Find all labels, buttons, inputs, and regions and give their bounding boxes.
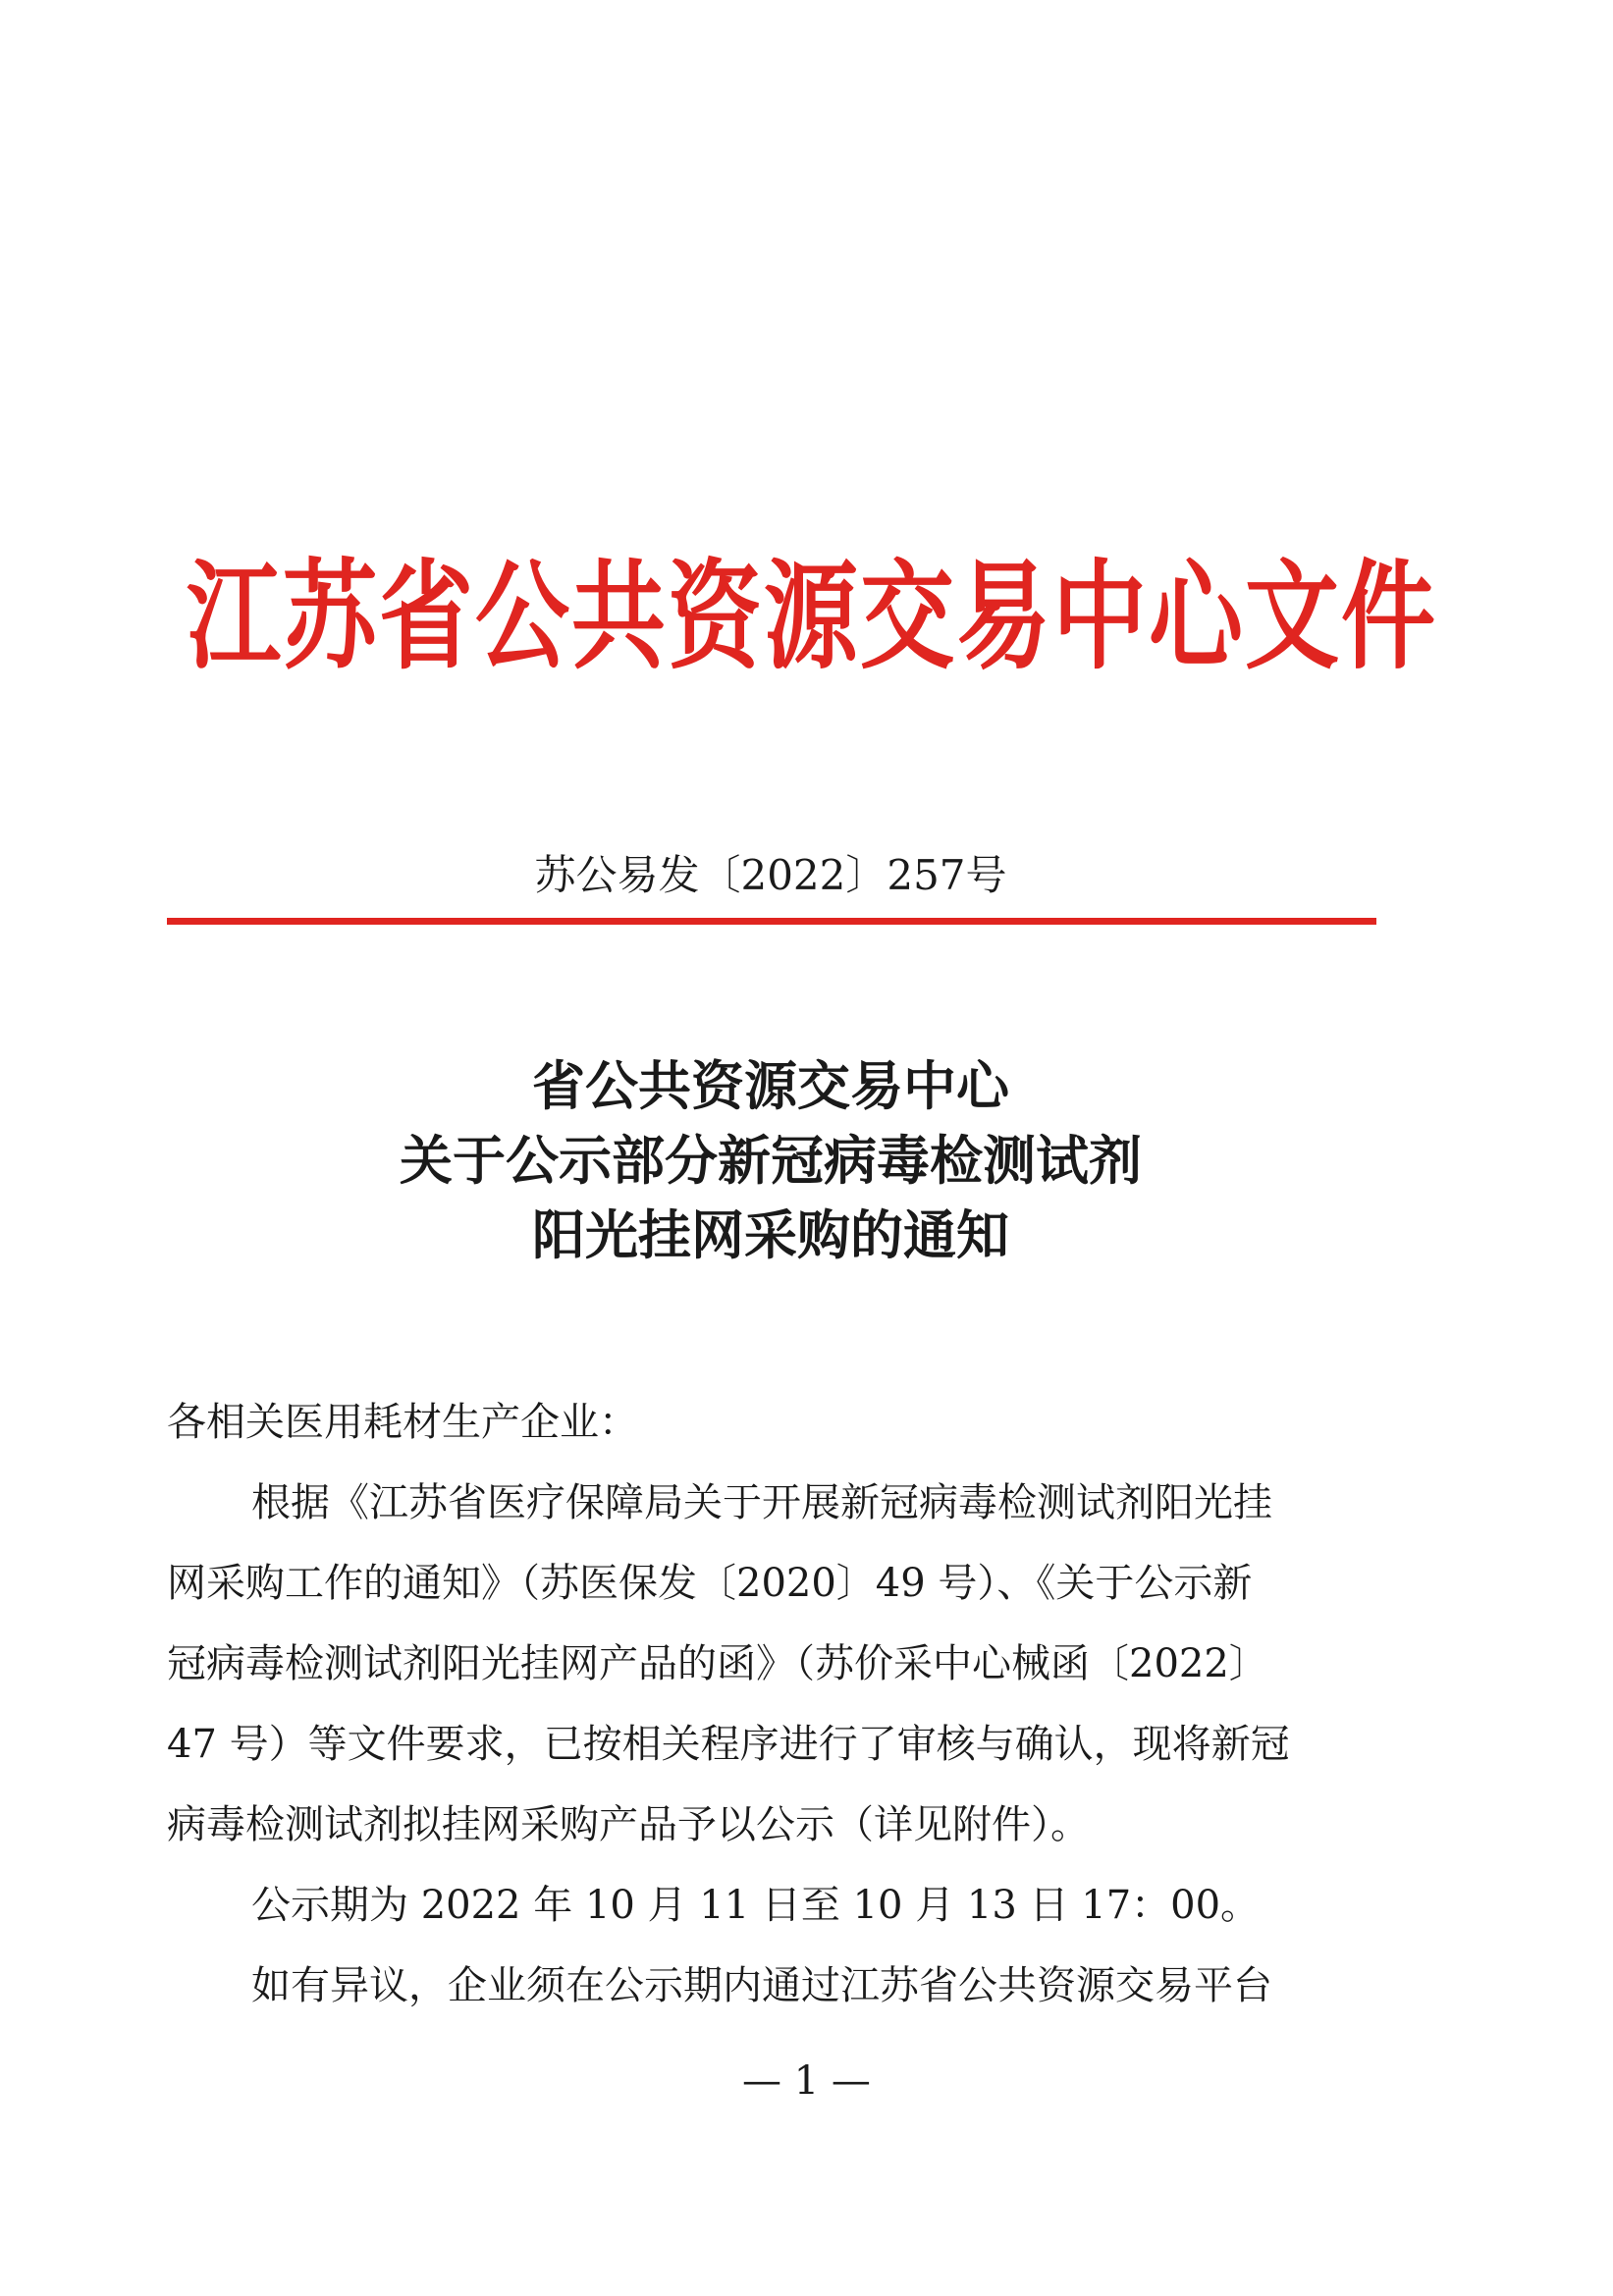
document-number: 苏公易发〔2022〕257号	[534, 851, 1007, 899]
paragraph-1-line-4: 47 号）等文件要求，已按相关程序进行了审核与确认，现将新冠	[167, 1722, 1290, 1767]
title-line-1: 省公共资源交易中心	[532, 1054, 1009, 1117]
salutation: 各相关医用耗材生产企业：	[167, 1400, 638, 1445]
paragraph-1-line-2: 网采购工作的通知》（苏医保发〔2020〕49 号）、《关于公示新	[167, 1561, 1253, 1606]
notice-body	[167, 1382, 1376, 2026]
title-line-3: 阳光挂网采购的通知	[532, 1203, 1009, 1266]
paragraph-2-line-1: 公示期为 2022 年 10 月 11 日至 10 月 13 日 17：00。	[251, 1883, 1261, 1928]
paragraph-1-line-1: 根据《江苏省医疗保障局关于开展新冠病毒检测试剂阳光挂	[251, 1480, 1272, 1525]
masthead-title: 江苏省公共资源交易中心文件	[187, 548, 1437, 685]
paragraph-3-line-1: 如有异议，企业须在公示期内通过江苏省公共资源交易平台	[251, 1963, 1272, 2008]
paragraph-1-line-3: 冠病毒检测试剂阳光挂网产品的函》（苏价采中心械函〔2022〕	[167, 1641, 1268, 1686]
page-number: — 1 —	[742, 2058, 871, 2104]
paragraph-1-line-5: 病毒检测试剂拟挂网采购产品予以公示（详见附件）。	[167, 1802, 1090, 1847]
red-divider-line	[167, 918, 1376, 925]
title-line-2: 关于公示部分新冠病毒检测试剂	[400, 1129, 1142, 1192]
notice-title	[167, 1048, 1374, 1272]
